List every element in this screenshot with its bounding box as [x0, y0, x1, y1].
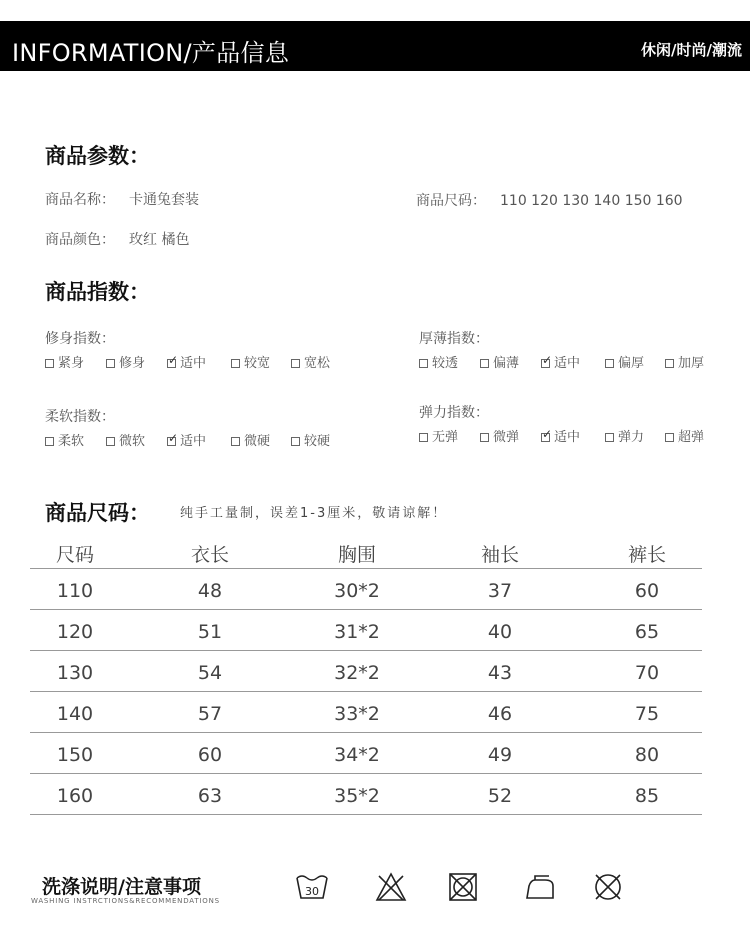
cell-length: 57 — [197, 703, 223, 725]
option-label: 加厚 — [678, 356, 705, 371]
option-label: 无弹 — [432, 430, 459, 445]
softness-option-1 — [45, 430, 84, 449]
cell-sleeve: 52 — [487, 785, 513, 807]
softness-option-4 — [231, 430, 270, 449]
params-title: 商品参数： — [45, 144, 150, 168]
checkbox-icon — [419, 433, 428, 442]
checkbox-icon — [419, 359, 428, 368]
size-note: 纯手工量制，误差1-3厘米，敬请谅解！ — [180, 506, 448, 521]
softness-index — [45, 406, 331, 449]
cell-pants: 80 — [634, 744, 660, 766]
option-label: 较硬 — [304, 434, 331, 449]
fit-option-5 — [291, 352, 330, 371]
option-label: 柔软 — [58, 434, 85, 449]
checkbox-icon — [231, 437, 240, 446]
option-label: 偏厚 — [618, 356, 645, 371]
option-label: 宽松 — [304, 356, 331, 371]
checkbox-icon — [665, 359, 674, 368]
table-row — [30, 692, 702, 733]
table-row — [30, 651, 702, 692]
option-label: 超弹 — [678, 430, 705, 445]
cell-size: 130 — [56, 662, 94, 684]
cell-chest: 30*2 — [334, 580, 380, 602]
thickness-option-2 — [480, 352, 519, 371]
header-banner — [0, 21, 750, 71]
option-label: 较宽 — [244, 356, 271, 371]
param-size-value: 110 120 130 140 150 160 — [500, 193, 683, 209]
checkbox-icon — [45, 359, 54, 368]
iron-icon — [523, 872, 557, 902]
size-table-header — [30, 538, 702, 569]
wash-temp-label: 30 — [305, 885, 319, 898]
checkbox-icon — [291, 437, 300, 446]
cell-sleeve: 37 — [487, 580, 513, 602]
elasticity-index — [419, 402, 705, 445]
elasticity-option-5 — [665, 426, 704, 445]
option-label: 微弹 — [493, 430, 520, 445]
softness-option-3 — [167, 430, 206, 449]
option-label: 弹力 — [618, 430, 645, 445]
param-color-value: 玫红 橘色 — [129, 232, 190, 248]
cell-length: 51 — [197, 621, 223, 643]
option-label: 修身 — [119, 356, 146, 371]
elasticity-option-2 — [480, 426, 519, 445]
cell-size: 120 — [56, 621, 94, 643]
param-name — [45, 189, 199, 209]
table-row — [30, 569, 702, 610]
checkbox-icon — [106, 437, 115, 446]
cell-sleeve: 40 — [487, 621, 513, 643]
param-name-value: 卡通兔套装 — [129, 192, 199, 208]
thickness-option-1 — [419, 352, 458, 371]
table-row — [30, 610, 702, 651]
cell-pants: 75 — [634, 703, 660, 725]
cell-chest: 34*2 — [334, 744, 380, 766]
option-label: 适中 — [554, 430, 581, 445]
cell-length: 60 — [197, 744, 223, 766]
cell-size: 140 — [56, 703, 94, 725]
checked-checkbox-icon — [541, 359, 550, 368]
no-dry-clean-icon — [592, 872, 624, 902]
cell-length: 48 — [197, 580, 223, 602]
softness-option-2 — [106, 430, 145, 449]
option-label: 紧身 — [58, 356, 85, 371]
elasticity-option-3 — [541, 426, 580, 445]
banner-title: INFORMATION/产品信息 — [12, 39, 290, 67]
cell-pants: 65 — [634, 621, 660, 643]
header-size: 尺码 — [55, 544, 95, 566]
washing-subtitle: WASHING INSTRCTIONS&RECOMMENDATIONS — [31, 897, 220, 905]
option-label: 偏薄 — [493, 356, 520, 371]
elasticity-index-label: 弹力指数： — [419, 405, 489, 421]
cell-size: 110 — [56, 580, 94, 602]
checked-checkbox-icon — [167, 359, 176, 368]
checked-checkbox-icon — [167, 437, 176, 446]
param-size — [416, 190, 683, 210]
header-chest: 胸围 — [337, 544, 377, 566]
cell-pants: 60 — [634, 580, 660, 602]
cell-chest: 35*2 — [334, 785, 380, 807]
checkbox-icon — [106, 359, 115, 368]
sizes-title: 商品尺码： — [45, 501, 150, 525]
table-row — [30, 774, 702, 815]
thickness-option-4 — [605, 352, 644, 371]
no-bleach-icon — [375, 872, 407, 902]
cell-chest: 33*2 — [334, 703, 380, 725]
checked-checkbox-icon — [541, 433, 550, 442]
thickness-index-label: 厚薄指数： — [419, 331, 489, 347]
size-table — [30, 538, 702, 815]
checkbox-icon — [231, 359, 240, 368]
checkbox-icon — [605, 359, 614, 368]
thickness-option-3 — [541, 352, 580, 371]
param-color — [45, 229, 189, 249]
option-label: 较透 — [432, 356, 459, 371]
cell-size: 160 — [56, 785, 94, 807]
fit-option-3 — [167, 352, 206, 371]
cell-length: 54 — [197, 662, 223, 684]
indices-title: 商品指数： — [45, 280, 150, 304]
header-length: 衣长 — [190, 544, 230, 566]
no-tumble-dry-icon — [448, 872, 478, 902]
fit-option-4 — [231, 352, 270, 371]
checkbox-icon — [480, 433, 489, 442]
header-pants: 裤长 — [627, 544, 667, 566]
thickness-index — [419, 328, 705, 371]
header-sleeve: 袖长 — [480, 544, 520, 566]
cell-chest: 32*2 — [334, 662, 380, 684]
option-label: 微硬 — [244, 434, 271, 449]
fit-option-2 — [106, 352, 145, 371]
cell-length: 63 — [197, 785, 223, 807]
checkbox-icon — [480, 359, 489, 368]
checkbox-icon — [665, 433, 674, 442]
cell-chest: 31*2 — [334, 621, 380, 643]
fit-index — [45, 328, 331, 371]
cell-sleeve: 49 — [487, 744, 513, 766]
washing-title: 洗涤说明/注意事项 — [42, 876, 201, 898]
cell-sleeve: 43 — [487, 662, 513, 684]
cell-pants: 85 — [634, 785, 660, 807]
param-name-label: 商品名称： — [45, 192, 115, 208]
cell-pants: 70 — [634, 662, 660, 684]
elasticity-option-4 — [605, 426, 644, 445]
option-label: 微软 — [119, 434, 146, 449]
elasticity-option-1 — [419, 426, 458, 445]
cell-size: 150 — [56, 744, 94, 766]
thickness-option-5 — [665, 352, 704, 371]
checkbox-icon — [45, 437, 54, 446]
softness-index-label: 柔软指数： — [45, 409, 115, 425]
checkbox-icon — [605, 433, 614, 442]
table-row — [30, 733, 702, 774]
fit-index-label: 修身指数： — [45, 331, 115, 347]
option-label: 适中 — [180, 434, 207, 449]
wash-30-icon — [295, 872, 329, 902]
cell-sleeve: 46 — [487, 703, 513, 725]
banner-tagline: 休闲/时尚/潮流 — [641, 41, 742, 59]
param-color-label: 商品颜色： — [45, 232, 115, 248]
option-label: 适中 — [180, 356, 207, 371]
softness-option-5 — [291, 430, 330, 449]
fit-option-1 — [45, 352, 84, 371]
option-label: 适中 — [554, 356, 581, 371]
checkbox-icon — [291, 359, 300, 368]
param-size-label: 商品尺码： — [416, 193, 486, 209]
